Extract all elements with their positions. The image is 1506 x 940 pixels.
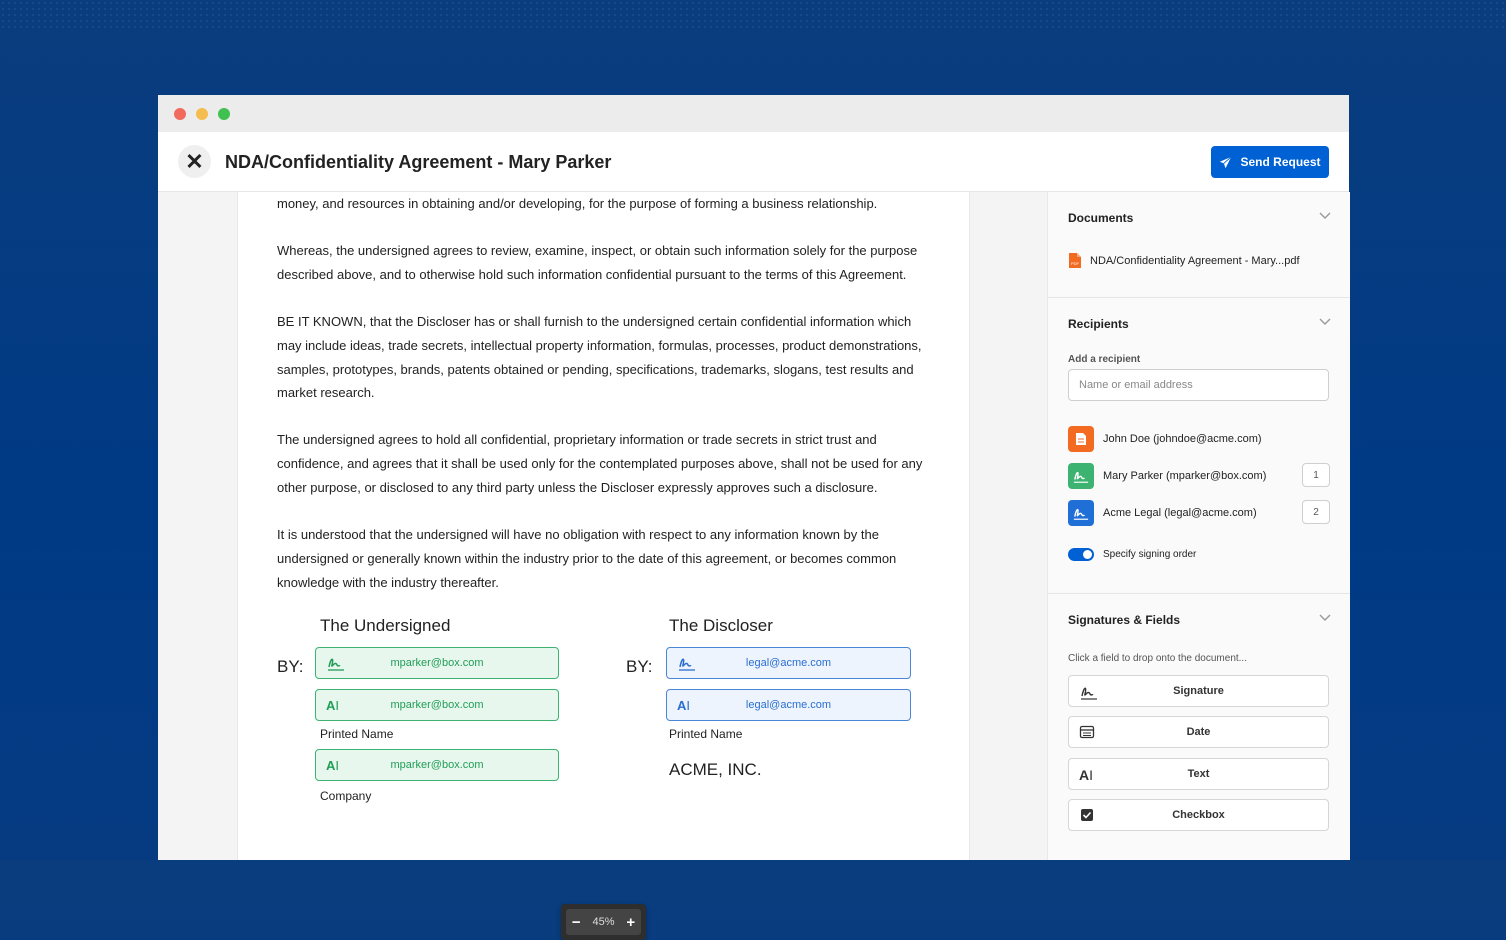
recipient-name: Mary Parker (mparker@box.com) [1103, 470, 1267, 482]
window-maximize-dot[interactable] [218, 108, 230, 120]
document-file[interactable] [1068, 252, 1300, 269]
page-header [158, 132, 1349, 192]
document-page [237, 192, 970, 860]
company-name: ACME, INC. [669, 760, 762, 779]
signature-icon [326, 654, 346, 672]
send-request-button[interactable] [1211, 146, 1329, 178]
discloser-title: The Discloser [669, 616, 773, 635]
close-button[interactable] [178, 145, 211, 178]
document-canvas[interactable] [158, 192, 1047, 931]
recipients-section [1048, 298, 1350, 594]
window-close-dot[interactable] [174, 108, 186, 120]
printed-name-label: Printed Name [669, 727, 743, 741]
chevron-down-icon[interactable] [1319, 318, 1331, 326]
signature-icon [1079, 683, 1099, 701]
signature-field-email: legal@acme.com [745, 657, 832, 669]
paragraph: BE IT KNOWN, that the Discloser has or shall furnish to the undersigned certain confidential information which may include ideas, trade secrets, intellectual property information, formulas, processes, product demonstrations, samples, prototypes, brands, patents obtained or pending, specifications, trademarks, slogans, test results and market research. [277, 314, 922, 401]
company-field[interactable] [315, 749, 559, 781]
chevron-down-icon[interactable] [1319, 614, 1331, 622]
text-icon: AI [326, 698, 340, 713]
calendar-icon [1079, 724, 1095, 740]
paragraph: money, and resources in obtaining and/or developing, for the purpose of forming a business relationship. [277, 196, 878, 211]
signing-order-toggle[interactable] [1068, 548, 1094, 561]
by-label: BY: [277, 657, 304, 676]
documents-title: Documents [1068, 211, 1134, 225]
add-recipient-label: Add a recipient [1068, 354, 1141, 365]
printed-name-label: Printed Name [320, 727, 394, 741]
pdf-file-icon [1068, 252, 1082, 269]
date-tool-button[interactable] [1068, 716, 1329, 748]
signature-tool-button[interactable] [1068, 675, 1329, 707]
zoom-level: 45% [592, 916, 615, 928]
recipient-input[interactable] [1068, 369, 1329, 401]
zoom-out-button[interactable]: − [571, 913, 581, 931]
zoom-control [561, 904, 646, 940]
signature-icon [677, 654, 697, 672]
company-field-email: mparker@box.com [390, 759, 484, 771]
signature-icon [1068, 500, 1094, 526]
recipient-name: John Doe (johndoe@acme.com) [1103, 433, 1262, 445]
document-file-name: NDA/Confidentiality Agreement - Mary...pdf [1090, 254, 1300, 267]
fields-title: Signatures & Fields [1068, 613, 1181, 627]
checkbox-tool-button[interactable] [1068, 799, 1329, 831]
text-icon: AI [1079, 767, 1094, 783]
document-icon [1068, 426, 1094, 452]
recipient-row[interactable] [1068, 463, 1330, 489]
tool-label: Signature [1173, 685, 1224, 697]
printed-name-field-email: mparker@box.com [390, 699, 484, 711]
send-request-label: Send Request [1240, 155, 1321, 169]
paragraph: The undersigned agrees to hold all confidential, proprietary information or trade secrets in strict trust and confidence, and agrees that it shall be used only for the contemplated purposes above, shall not be used for any other purpose, or disclosed to any third party unless the Discloser expressly approves such a disclosure. [277, 432, 923, 495]
zoom-in-button[interactable]: + [626, 913, 636, 931]
page-title: NDA/Confidentiality Agreement - Mary Parker [225, 152, 612, 172]
fields-section [1048, 594, 1350, 860]
signature-field[interactable] [666, 647, 911, 679]
recipient-row[interactable] [1068, 500, 1330, 526]
company-label: Company [320, 789, 372, 803]
svg-text:PDF: PDF [1071, 261, 1079, 266]
recipients-title: Recipients [1068, 317, 1129, 331]
signing-order-input[interactable]: 2 [1302, 500, 1330, 524]
text-icon: AI [677, 698, 691, 713]
text-icon: AI [326, 758, 340, 773]
printed-name-field-email: legal@acme.com [745, 699, 832, 711]
signature-field[interactable] [315, 647, 559, 679]
paragraph: Whereas, the undersigned agrees to review, examine, inspect, or obtain such information solely for the purpose described above, and to otherwise hold such information confidential pursuant to the terms of this Agreement. [277, 243, 918, 282]
signing-order-input[interactable]: 1 [1302, 463, 1330, 487]
checkbox-icon [1079, 807, 1095, 823]
tool-label: Checkbox [1172, 809, 1225, 821]
tool-label: Date [1186, 726, 1211, 738]
signature-icon [1068, 463, 1094, 489]
recipient-row[interactable] [1068, 426, 1330, 452]
undersigned-title: The Undersigned [320, 616, 451, 635]
signing-order-toggle-row [1068, 548, 1196, 561]
documents-section [1048, 192, 1350, 298]
signing-order-label: Specify signing order [1103, 549, 1197, 560]
background-pattern [0, 0, 1506, 30]
signature-field-email: mparker@box.com [390, 657, 484, 669]
window-minimize-dot[interactable] [196, 108, 208, 120]
tool-label: Text [1187, 768, 1210, 780]
window-titlebar [158, 95, 1349, 132]
by-label: BY: [626, 657, 653, 676]
printed-name-field[interactable] [315, 689, 559, 721]
sidebar [1047, 192, 1350, 860]
app-window [158, 95, 1349, 931]
printed-name-field[interactable] [666, 689, 911, 721]
paragraph: It is understood that the undersigned will have no obligation with respect to any information known by the undersigned or generally known within the industry prior to the date of this agreement, or becomes common knowledge with the industry thereafter. [277, 527, 897, 590]
text-tool-button[interactable] [1068, 758, 1329, 790]
fields-hint: Click a field to drop onto the document... [1068, 653, 1247, 664]
recipient-name: Acme Legal (legal@acme.com) [1103, 507, 1257, 519]
paper-plane-icon [1219, 156, 1232, 169]
chevron-down-icon[interactable] [1319, 212, 1331, 220]
close-icon: ✕ [185, 148, 204, 174]
